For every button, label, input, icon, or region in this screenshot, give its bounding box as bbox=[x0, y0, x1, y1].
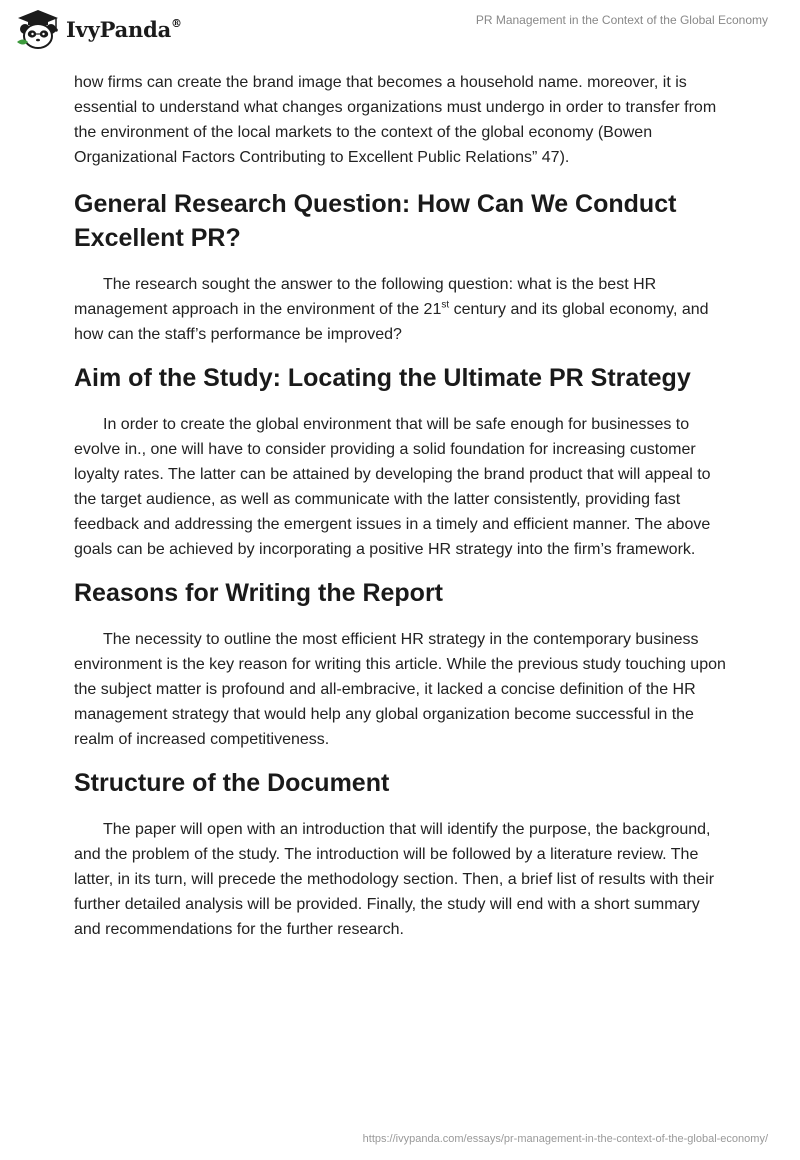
brand-name: IvyPanda® bbox=[66, 16, 182, 42]
essay-body bbox=[74, 70, 726, 942]
section-heading-aim: Aim of the Study: Locating the Ultimate PR Strategy bbox=[74, 364, 691, 392]
section-heading-research-question: General Research Question: How Can We Conduct Excellent PR? bbox=[74, 190, 677, 252]
intro-paragraph: how firms can create the brand image that becomes a household name. moreover, it is essential to understand what changes organizations must undergo in order to transfer from the environment of the local markets to the context of the global economy (Bowen Organizational Factors Contributing to Excellent Public Relations” 47). bbox=[74, 74, 717, 166]
section-paragraph-structure: The paper will open with an introduction that will identify the purpose, the background, and the problem of the study. The introduction will be followed by a literature review. The latter, in its turn, will precede the methodology section. Then, a brief list of results with their further detailed analysis will be provided. Finally, the study will end with a short summary and recommendations for the further research. bbox=[74, 821, 715, 938]
section-heading-reasons: Reasons for Writing the Report bbox=[74, 579, 444, 607]
page-header bbox=[0, 0, 800, 60]
section-paragraph-research-question: The research sought the answer to the following question: what is the best HR management approach in the environment of the 21st century and its global economy, and how can the staff’s performance be improved? bbox=[74, 276, 709, 343]
ivypanda-logo[interactable] bbox=[14, 9, 182, 49]
section-paragraph-aim: In order to create the global environment that will be safe enough for businesses to evolve in., one will have to consider providing a solid foundation for increasing customer loyalty rates. The latter can be attained by developing the brand product that will appeal to the target audience, as well as communicate with the latter consistently, providing fast feedback and addressing the emergent issues in a timely and efficient manner. The above goals can be achieved by incorporating a positive HR strategy into the firm’s framework. bbox=[74, 416, 711, 558]
section-paragraph-reasons: The necessity to outline the most efficient HR strategy in the contemporary business environment is the key reason for writing this article. While the previous study touching upon the subject matter is profound and all-embracive, it lacked a concise definition of the HR management strategy that would help any global organization become successful in the realm of increased competitiveness. bbox=[74, 631, 726, 748]
panda-graduate-icon bbox=[14, 9, 62, 49]
section-heading-structure: Structure of the Document bbox=[74, 769, 390, 797]
footer-url-link[interactable]: https://ivypanda.com/essays/pr-management-in-the-context-of-the-global-economy/ bbox=[362, 1133, 768, 1145]
document-title: PR Management in the Context of the Global Economy bbox=[475, 13, 768, 27]
